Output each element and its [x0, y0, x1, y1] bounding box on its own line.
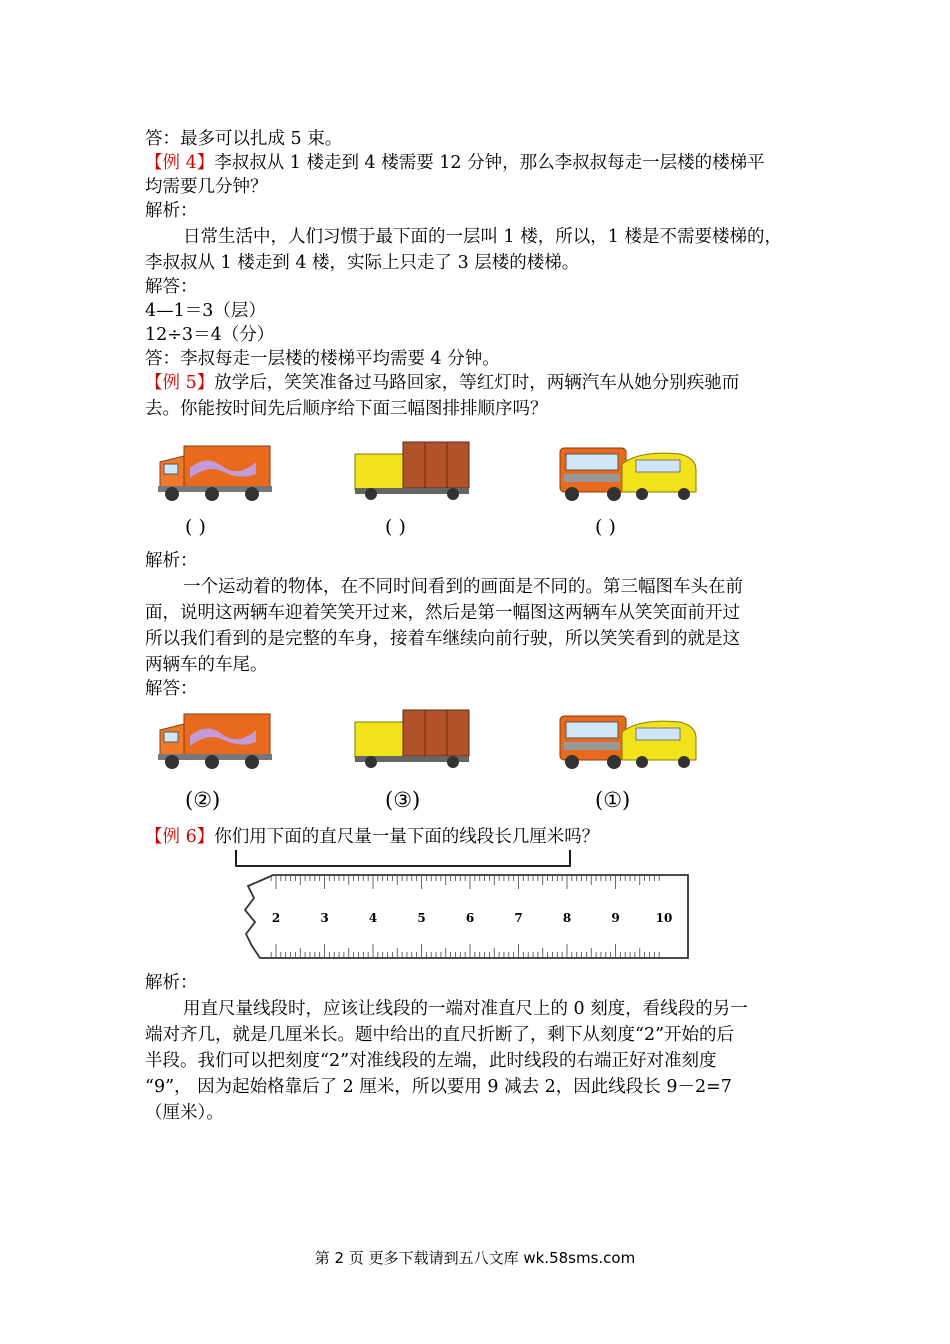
solution-step: 4—1＝3（层） — [145, 301, 266, 321]
example-5-question-cont: 去。你能按时间先后顺序给下面三幅图排排顺序吗？ — [145, 399, 548, 419]
analysis-text: 半段。我们可以把刻度“2”对准线段的左端，此时线段的右端正好对准刻度 — [145, 1051, 717, 1071]
example-5-question — [145, 371, 739, 395]
answer-line: 答：李叔每走一层楼的楼梯平均需要 4 分钟。 — [145, 349, 500, 369]
analysis-heading: 解析： — [145, 551, 198, 571]
analysis-text: 所以我们看到的是完整的车身，接着车继续向前行驶，所以笑笑看到的就是这 — [145, 629, 740, 649]
ruler-label: 5 — [417, 911, 426, 925]
truck-front-image — [550, 708, 700, 772]
solution-heading: 解答： — [145, 679, 198, 699]
page-footer: 第 2 页 更多下载请到五八文库 wk.58sms.com — [314, 1249, 636, 1267]
analysis-text: 李叔叔从 1 楼走到 4 楼，实际上只走了 3 层楼的楼梯。 — [145, 253, 580, 273]
analysis-text: 用直尺量线段时，应该让线段的一端对准直尺上的 0 刻度，看线段的另一 — [183, 999, 748, 1019]
order-blank: ( ) — [185, 516, 206, 538]
truck-rear-image — [352, 440, 474, 504]
analysis-text: （厘米）。 — [145, 1103, 224, 1123]
ruler-label: 6 — [465, 911, 475, 925]
example-4-question — [145, 151, 765, 175]
example-5-tag: 【例 5】 — [145, 373, 215, 393]
analysis-text: 日常生活中，人们习惯于最下面的一层叫 1 楼，所以，1 楼是不需要楼梯的， — [183, 227, 782, 247]
order-blank: ( ) — [385, 516, 406, 538]
answer-line: 答：最多可以扎成 5 束。 — [145, 129, 343, 149]
analysis-text: 两辆车的车尾。 — [145, 655, 268, 675]
order-answer: (②) — [185, 788, 221, 812]
solution-heading: 解答： — [145, 277, 198, 297]
analysis-text: 一个运动着的物体，在不同时间看到的画面是不同的。第三幅图车头在前 — [183, 577, 743, 597]
analysis-text: 面，说明这两辆车迎着笑笑开过来，然后是第一幅图这两辆车从笑笑面前开过 — [145, 603, 740, 623]
analysis-text: 端对齐几，就是几厘米长。题中给出的直尺折断了，剩下从刻度“2”开始的后 — [145, 1025, 735, 1045]
ruler-label: 4 — [368, 911, 378, 925]
ruler-label: 2 — [271, 911, 281, 925]
order-blank: ( ) — [595, 516, 616, 538]
ruler-label: 9 — [611, 911, 620, 925]
example-4-question-text: 李叔叔从 1 楼走到 4 楼需要 12 分钟，那么李叔叔每走一层楼的楼梯平 — [214, 153, 765, 173]
analysis-heading: 解析： — [145, 973, 198, 993]
ruler-label: 8 — [562, 911, 572, 925]
ruler-label: 10 — [655, 911, 673, 925]
analysis-text: “9”， 因为起始格靠后了 2 厘米，所以要用 9 减去 2，因此线段长 9－2=7 — [145, 1077, 732, 1097]
order-answer: (①) — [595, 788, 631, 812]
truck-side-image — [155, 440, 277, 504]
example-4-question-cont: 均需要几分钟？ — [145, 177, 268, 197]
solution-step: 12÷3＝4（分） — [145, 325, 275, 345]
example-4-tag: 【例 4】 — [145, 153, 215, 173]
analysis-heading: 解析： — [145, 201, 198, 221]
ruler-label: 7 — [514, 911, 523, 925]
order-answer: (③) — [385, 788, 421, 812]
broken-ruler — [238, 872, 696, 964]
truck-side-image — [155, 708, 277, 772]
truck-front-image — [550, 440, 700, 504]
example-5-question-text: 放学后，笑笑准备过马路回家，等红灯时，两辆汽车从她分别疾驰而 — [214, 373, 740, 393]
example-6-tag: 【例 6】 — [145, 827, 215, 847]
ruler-label: 3 — [320, 911, 329, 925]
truck-rear-image — [352, 708, 474, 772]
line-segment — [228, 846, 578, 870]
example-6-question-text: 你们用下面的直尺量一量下面的线段长几厘米吗？ — [214, 827, 600, 847]
